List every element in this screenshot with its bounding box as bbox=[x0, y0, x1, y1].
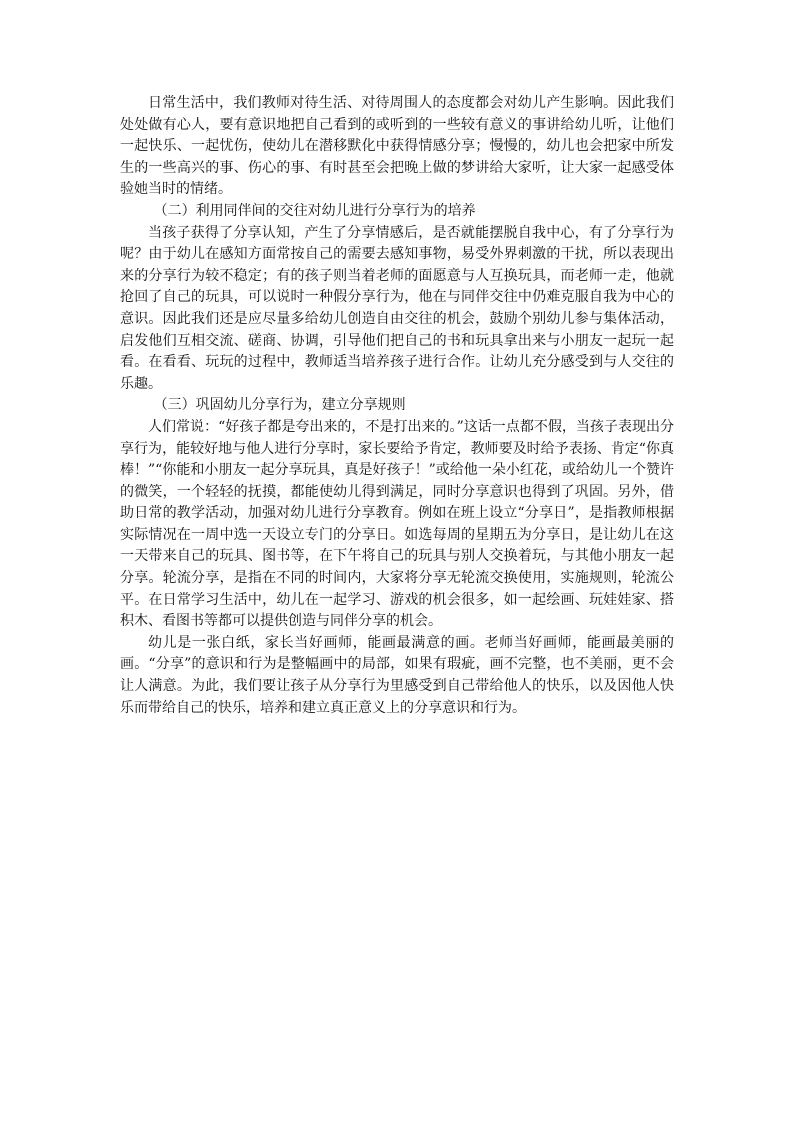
section-heading-sharing-rules: （三）巩固幼儿分享行为，建立分享规则 bbox=[153, 397, 406, 414]
section-heading-peer-interaction: （二）利用同伴间的交往对幼儿进行分享行为的培养 bbox=[153, 202, 476, 219]
paragraph-peer-interaction: 当孩子获得了分享认知，产生了分享情感后，是否就能摆脱自我中心，有了分享行为呢？由于幼儿在感知方面常按自己的需要去感知事物，易受外界刺激的干扰，所以表现出来的分享行为较不稳定；有的孩子则当着老师的面愿意与人互换玩具，而老师一走，他就抢回了自己的玩具，可以说时一种假分享行为，他在与同伴交往中仍难克服自我为中心的意识。因此我们还是应尽量多给幼儿创造自由交往的机会，鼓励个别幼儿参与集体活动，启发他们互相交流、磋商、协调，引导他们把自己的书和玩具拿出来与小朋友一起玩一起看。在看看、玩玩的过程中，教师适当培养孩子进行合作。让幼儿充分感受到与人交往的乐趣。 bbox=[120, 224, 674, 392]
document-page bbox=[120, 93, 674, 719]
paragraph-daily-life: 日常生活中，我们教师对待生活、对待周围人的态度都会对幼儿产生影响。因此我们处处做有心人，要有意识地把自己看到的或听到的一些较有意义的事讲给幼儿听，让他们一起快乐、一起忧伤，使幼儿在潜移默化中获得情感分享；慢慢的，幼儿也会把家中所发生的一些高兴的事、伤心的事、有时甚至会把晚上做的梦讲给大家听，让大家一起感受体验她当时的情绪。 bbox=[120, 95, 674, 198]
paragraph-sharing-rules: 人们常说：“好孩子都是夸出来的，不是打出来的。”这话一点都不假，当孩子表现出分享行为，能较好地与他人进行分享时，家长要给予肯定，教师要及时给予表扬、肯定“你真棒！”“你能和小朋友一起分享玩具，真是好孩子！”或给他一朵小红花，或给幼儿一个赞许的微笑，一个轻轻的抚摸，都能使幼儿得到满足，同时分享意识也得到了巩固。另外，借助日常的教学活动，加强对幼儿进行分享教育。例如在班上设立“分享日”，是指教师根据实际情况在一周中选一天设立专门的分享日。如选每周的星期五为分享日，是让幼儿在这一天带来自己的玩具、图书等，在下午将自己的玩具与别人交换着玩，与其他小朋友一起分享。轮流分享，是指在不同的时间内，大家将分享无轮流交换使用，实施规则，轮流公平。在日常学习生活中，幼儿在一起学习、游戏的机会很多，如一起绘画、玩娃娃家、搭积木、看图书等都可以提供创造与同伴分享的机会。 bbox=[120, 418, 674, 630]
paragraph-conclusion: 幼儿是一张白纸，家长当好画师，能画最满意的画。老师当好画师，能画最美丽的画。“分享”的意识和行为是整幅画中的局部，如果有瑕疵，画不完整，也不美丽，更不会让人满意。为此，我们要让孩子从分享行为里感受到自己带给他人的快乐，以及因他人快乐而带给自己的快乐，培养和建立真正意义上的分享意识和行为。 bbox=[120, 634, 674, 716]
